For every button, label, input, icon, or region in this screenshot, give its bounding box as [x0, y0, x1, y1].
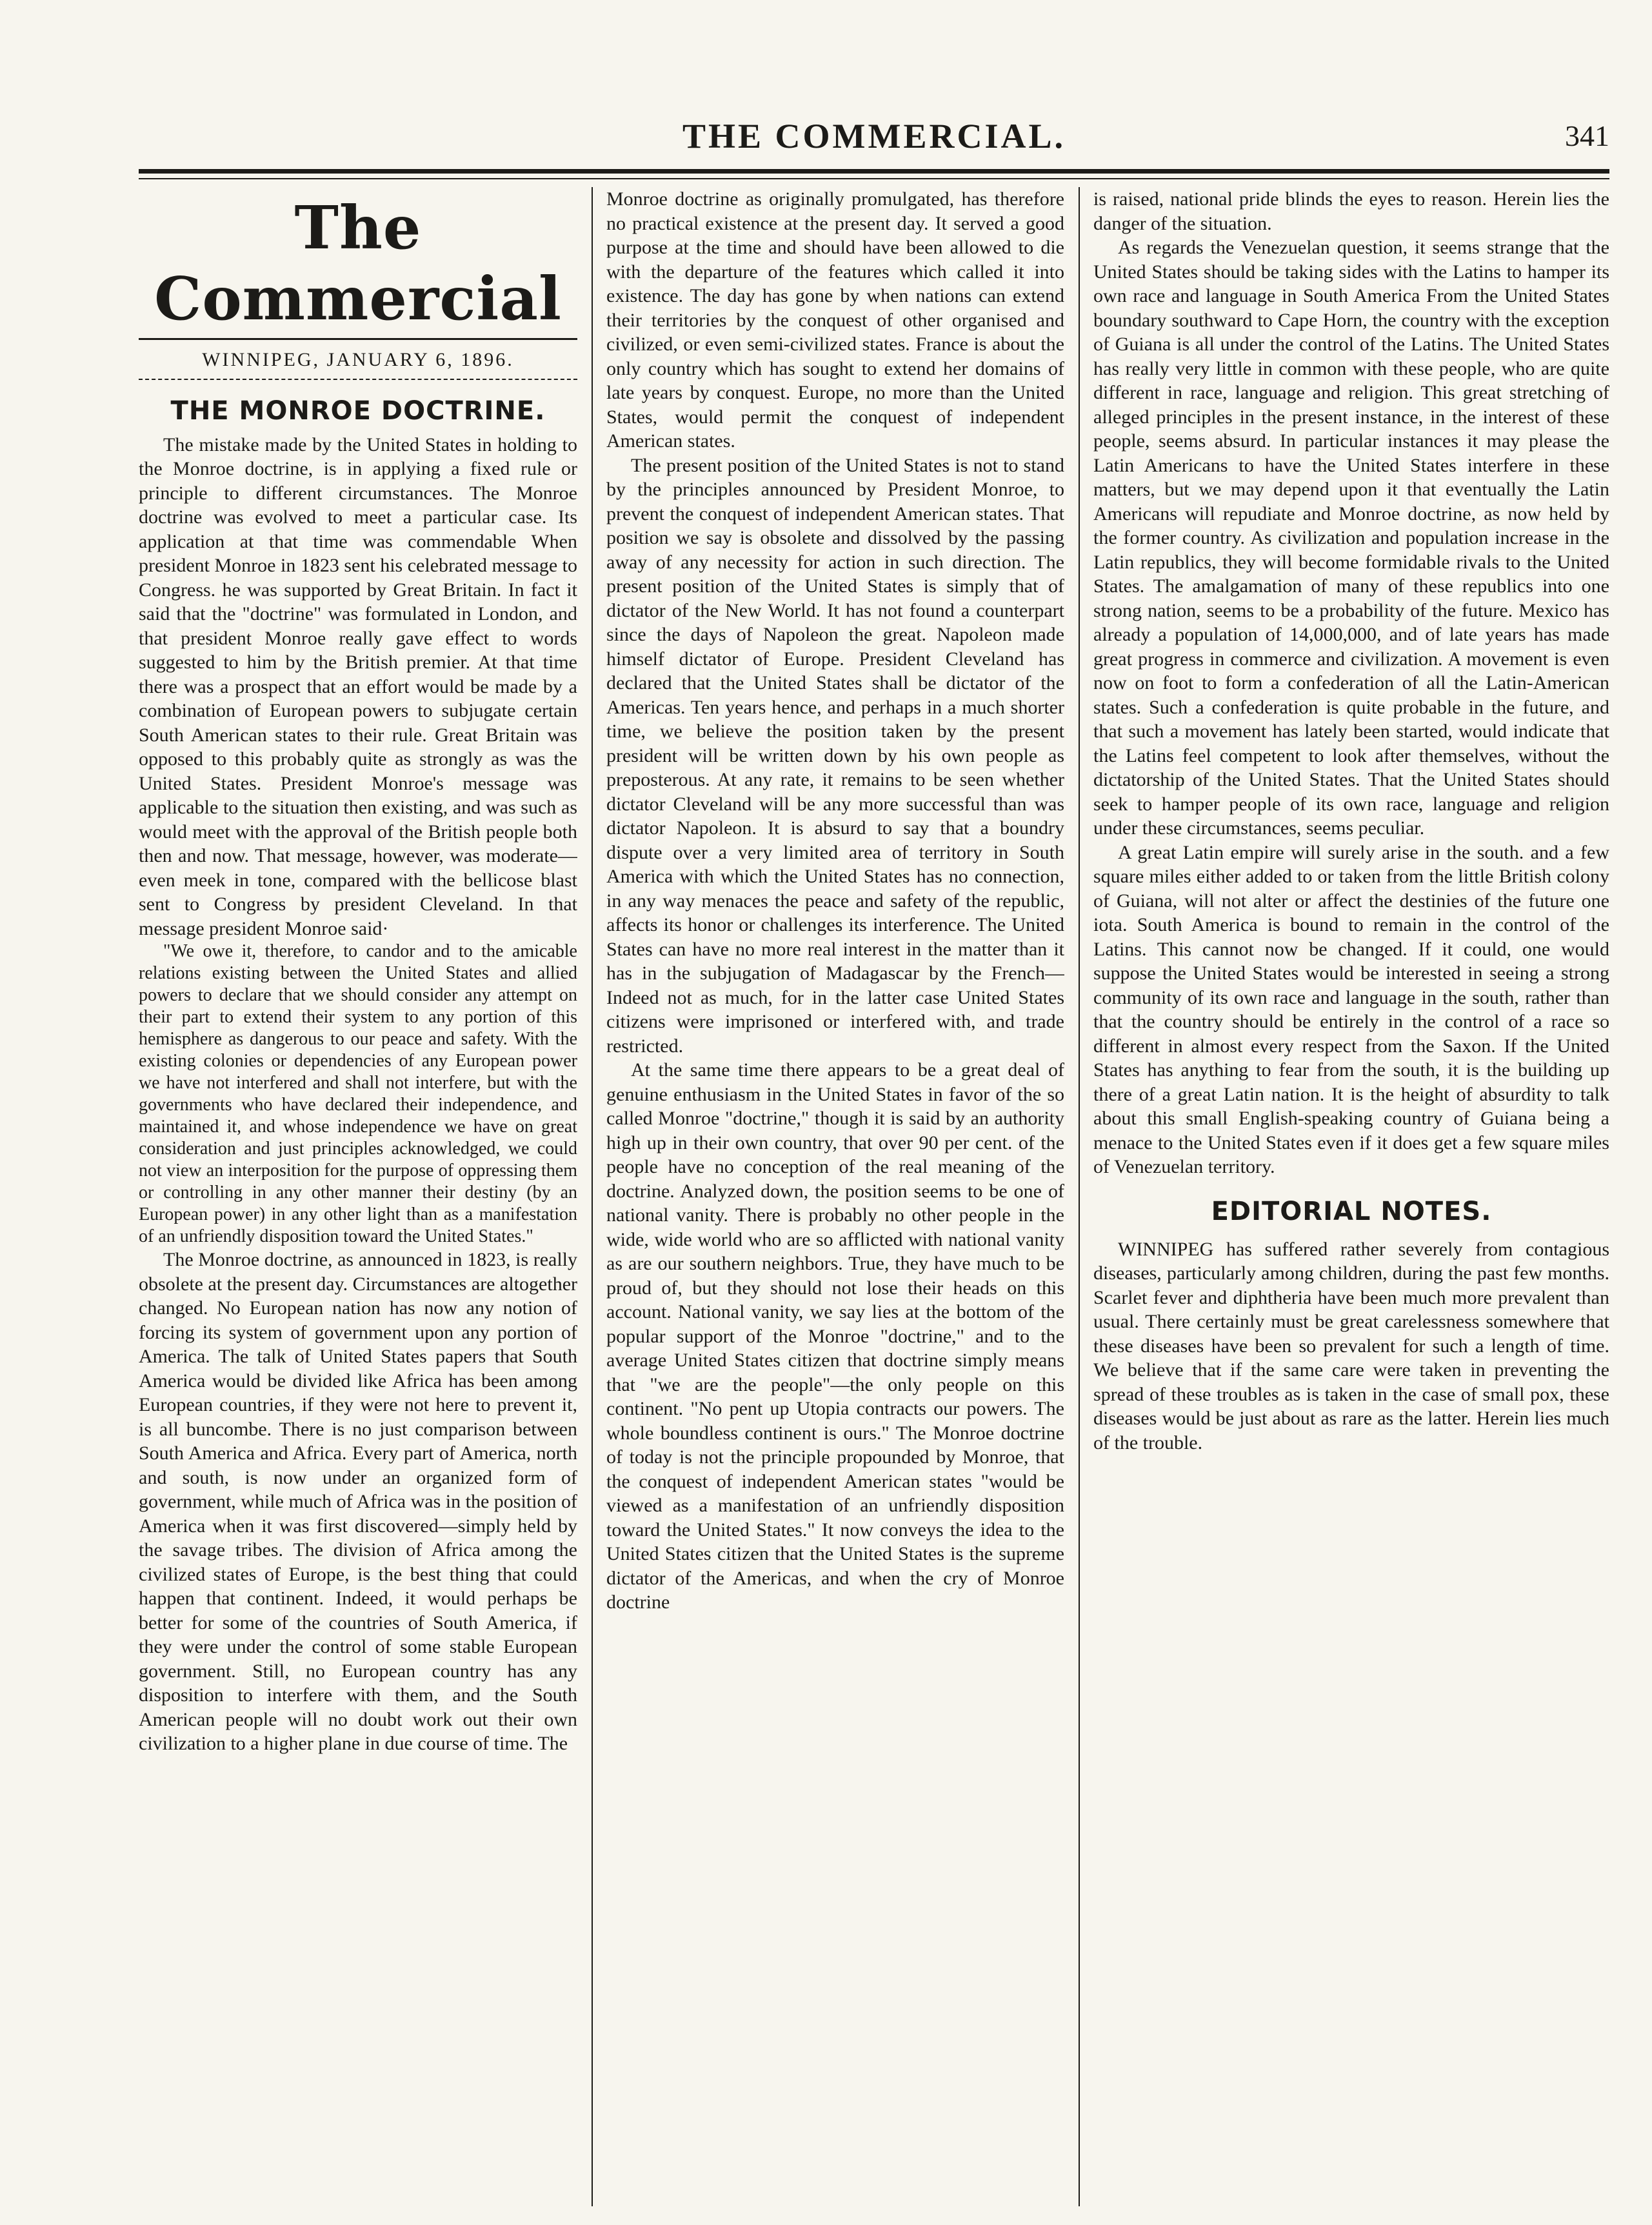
header-rule-thin: [139, 178, 1609, 179]
editorial-paragraph: WINNIPEG has suffered rather severely from contagious diseases, particularly among children, during the past few months. Scarlet fever and diphtheria have been much more prevalent than usual. There certainly must be great carelessness somewhere that these diseases have been so prevalent for such a length of time. We believe that if the same care were taken in preventing the spread of these troubles as is taken in the case of small pox, these diseases would be just about as rare as the latter. Herein lies much of the trouble.: [1093, 1238, 1609, 1453]
article-paragraph: As regards the Venezuelan question, it seems strange that the United States should be taking sides with the Latins to hamper its own race and language in South America From the United States boundary southward to Cape Horn, the country with the exception of Guiana is all under the control of the Latins. The United States has really very little in common with these people, who are quite different in race, language and religion. This great stretching of alleged principles in the present instance, in the interest of these people, seems absurd. In particular instances it may please the Latin Americans to have the United States interfere in these matters, but we may depend upon it that eventually the Latin Americans will repudiate and Monroe doctrine, as now held by the former country. As civilization and population increase in the Latin republics, they will become formidable rivals to the United States. The amalgamation of many of these republics into one strong nation, seems to be a probability of the future. Mexico has already a population of 14,000,000, and of late years has made great progress in commerce and civilization. A movement is even now on foot to form a confederation of all the Latin-American states. Such a confederation is quite probable in the future, and that such a movement has lately been started, would indicate that the Latins feel competent to look after themselves, without the dictatorship of the United States. That the United States should seek to hamper people of its own race, language and religion under these circumstances, seems peculiar.: [1093, 237, 1609, 839]
article-paragraph: is raised, national pride blinds the eyes to reason. Herein lies the danger of the situation.: [1093, 188, 1609, 234]
column-1: [139, 187, 577, 2187]
header-rule: [139, 169, 1609, 174]
column-divider: [592, 187, 593, 2206]
dateline: WINNIPEG, JANUARY 6, 1896.: [202, 349, 514, 370]
column-3: [1093, 187, 1609, 2187]
editorial-notes-headline: EDITORIAL NOTES.: [1211, 1196, 1492, 1226]
column-2: [606, 187, 1064, 2187]
column-divider: [1079, 187, 1080, 2206]
dateline-rule: [139, 379, 577, 380]
article-quote: "We owe it, therefore, to candor and to the amicable relations existing between the United States and allied powers to declare that we should consider any attempt on their part to extend their system to any portion of this hemisphere as dangerous to our peace and safety. With the existing colonies or dependencies of any European power we have not interfered and shall not interfere, but with the governments who have declared their independence, and maintained it, and whose independence we have on great consideration and just principles acknowledged, we could not view an interposition for the purpose of oppressing them or controlling in any other manner their destiny (by an European power) in any other light than as a manifestation of an unfriendly disposition toward the United States.": [139, 941, 577, 1246]
article-paragraph: The present position of the United States is not to stand by the principles announced by President Monroe, to prevent the conquest of independent American states. That position we say is obsolete and dissolved by the passing away of any necessity for action in such direction. The present position of the United States is simply that of dictator of the New World. It has not found a counterpart since the days of Napoleon the great. Napoleon made himself dictator of Europe. President Cleveland has declared that the United States shall be dictator of the Americas. Ten years hence, and perhaps in a much shorter time, we believe the position taken by the present president will be written down by his own people as preposterous. At any rate, it remains to be seen whether dictator Cleveland will be any more successful than was dictator Napoleon. It is absurd to say that a boundry dispute over a very limited area of territory in South America with which the United States has no connection, in any way menaces the peace and safety of the republic, affects its honor or challenges its interference. The United States can have no more real interest in the matter than it has in the subjugation of Madagascar by the French—Indeed not as much, for in the latter case United States citizens were imprisoned or interfered with, and trade restricted.: [606, 454, 1064, 1057]
running-head: [139, 116, 1609, 161]
article-paragraph: Monroe doctrine as originally promulgated, has therefore no practical existence at the present day. It served a good purpose at the time and should have been allowed to die with the departure of the features which called it into existence. The day has gone by when nations can extend their territories by the conquest of other organised and civilized, or even semi-civilized states. France is about the only country which has sought to extend her domains of late years by conquest. Europe, no more than the United States, would permit the conquest of independent American states.: [606, 188, 1064, 452]
masthead-rule: [139, 338, 577, 340]
article-paragraph: A great Latin empire will surely arise in the south. and a few square miles either added to or taken from the little British colony of Guiana, will not alter or affect the destinies of the future one iota. South America is bound to remain in the control of the Latins. This cannot now be changed. If it could, one would suppose the United States would be interested in seeing a strong community of its own race and language in the south, rather than that the country should be entirely in the control of a race so different in almost every respect from the Saxon. If the United States has anything to fear from the south, it is the building up there of a great Latin nation. It is the height of absurdity to talk about this small English-speaking country of Guiana being a menace to the United States even if it does get a few square miles of Venezuelan territory.: [1093, 841, 1609, 1177]
article-headline: THE MONROE DOCTRINE.: [170, 395, 546, 426]
running-head-title: THE COMMERCIAL.: [682, 117, 1066, 155]
article-paragraph: The Monroe doctrine, as announced in 1823, is really obsolete at the present day. Circumstances are altogether changed. No European nation has now any notion of forcing its system of government upon any portion of America. The talk of United States papers that South America would be divided like Africa has been among European countries, if they were not here to prevent it, is all buncombe. There is no just comparison between South America and Africa. Every part of America, north and south, is now under an organized form of government, while much of Africa was in the position of America when it was first discovered—simply held by the savage tribes. The division of Africa among the civilized states of Europe, is the best thing that could happen that continent. Indeed, it would perhaps be better for some of the countries of South America, if they were under the control of some stable European government. Still, no European country has any disposition to interfere with them, and the South American people will no doubt work out their own civilization to a higher plane in due course of time. The: [139, 1249, 577, 1754]
page-number: 341: [1565, 119, 1609, 152]
masthead-title: The Commercial: [154, 193, 562, 334]
article-paragraph: The mistake made by the United States in holding to the Monroe doctrine, is in applying a fixed rule or principle to different circumstances. The Monroe doctrine was evolved to meet a particular case. Its application at that time was commendable When president Monroe in 1823 sent his celebrated message to Congress. he was supported by Great Britain. In fact it said that the "doctrine" was formulated in London, and that president Monroe really gave effect to words suggested to him by the British premier. At that time there was a prospect that an effort would be made by a combination of European powers to subjugate certain South American states to their rule. Great Britain was opposed to this probably quite as strongly as was the United States. President Monroe's message was applicable to the situation then existing, and was such as would meet with the approval of the British people both then and now. That message, however, was moderate—even meek in tone, compared with the bellicose blast sent to Congress by president Cleveland. In that message president Monroe said·: [139, 434, 577, 939]
article-paragraph: At the same time there appears to be a great deal of genuine enthusiasm in the United States in favor of the so called Monroe "doctrine," though it is said by an authority high up in their own country, that over 90 per cent. of the people have no conception of the real meaning of the doctrine. Analyzed down, the position seems to be one of national vanity. There is probably no other people in the wide, wide world who are so afflicted with national vanity as are our southern neighbors. True, they have much to be proud of, but they should not lose their heads on this account. National vanity, we say lies at the bottom of the popular support of the Monroe "doctrine," and to the average United States citizen that doctrine simply means that "we are the people"—the only people on this continent. "No pent up Utopia contracts our powers. The whole boundless continent is ours." The Monroe doctrine of today is not the principle propounded by Monroe, that the conquest of independent American states "would be viewed as a manifestation of an unfriendly disposition toward the United States." It now conveys the idea to the United States citizen that the United States is the supreme dictator of the Americas, and when the cry of Monroe doctrine: [606, 1059, 1064, 1613]
